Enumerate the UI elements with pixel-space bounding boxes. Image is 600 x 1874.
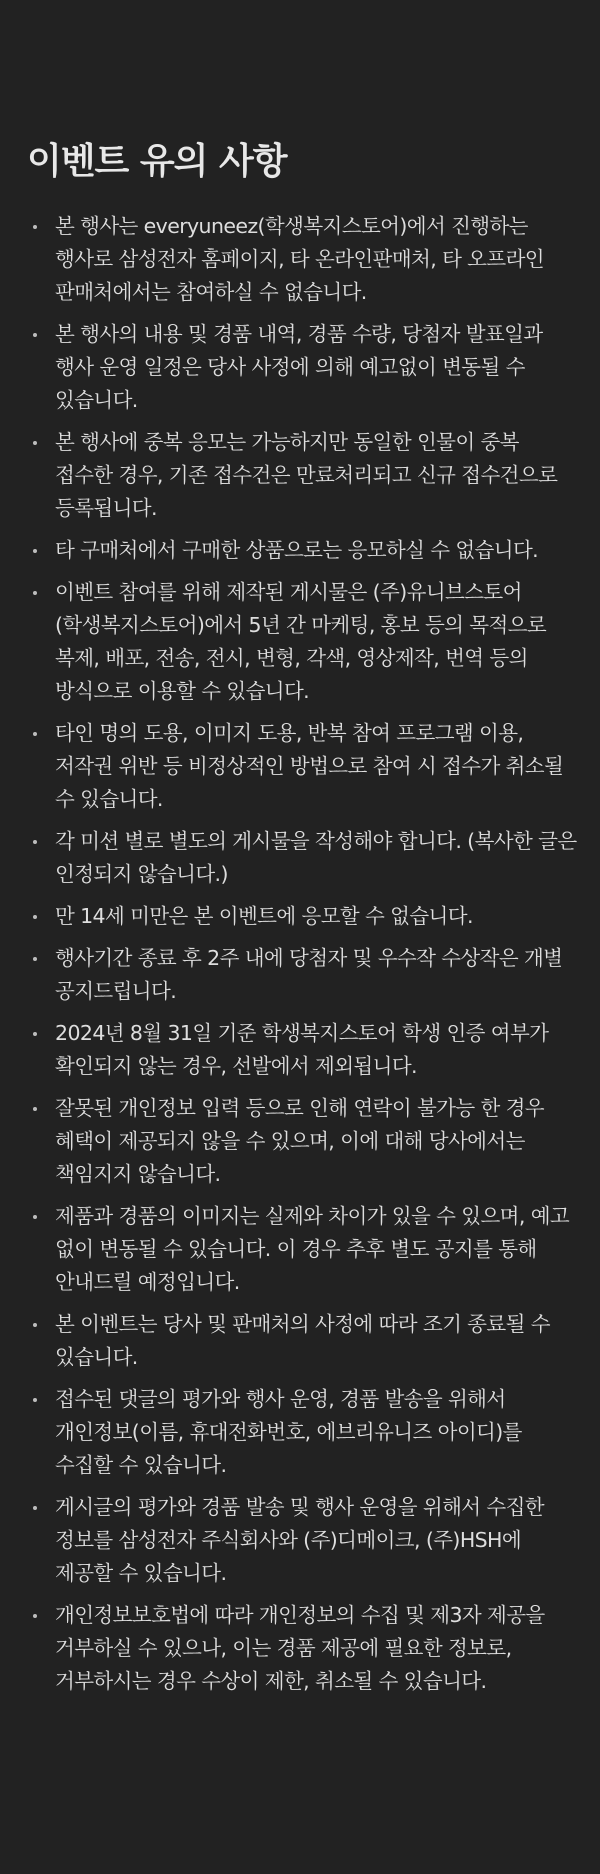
notice-item [27, 1491, 580, 1590]
notice-item-text: 게시글의 평가와 경품 발송 및 행사 운영을 위해서 수집한 정보를 삼성전자 주식회사와 (주)디메이크, (주)HSH에 제공할 수 있습니다. [55, 1495, 544, 1585]
notice-item-text: 접수된 댓글의 평가와 행사 운영, 경품 발송을 위해서 개인정보(이름, 휴대전화번호, 에브리유니즈 아이디)를 수집할 수 있습니다. [55, 1387, 522, 1477]
notice-item [27, 1200, 580, 1299]
notice-item-text: 2024년 8월 31일 기준 학생복지스토어 학생 인증 여부가 확인되지 않는 경우, 선발에서 제외됩니다. [55, 1021, 549, 1078]
notice-item [27, 1308, 580, 1374]
notice-item [27, 426, 580, 525]
notice-item [27, 942, 580, 1008]
bullet-icon [33, 1506, 37, 1510]
notice-item-text: 만 14세 미만은 본 이벤트에 응모할 수 없습니다. [55, 904, 473, 928]
notice-item [27, 1383, 580, 1482]
notice-item [27, 825, 580, 891]
notice-item-text: 각 미션 별로 별도의 게시물을 작성해야 합니다. (복사한 글은 인정되지 않습니다.) [55, 829, 577, 886]
notice-item [27, 717, 580, 816]
bullet-icon [33, 549, 37, 553]
bullet-icon [33, 915, 37, 919]
notice-item [27, 900, 580, 933]
bullet-icon [33, 333, 37, 337]
bullet-icon [33, 441, 37, 445]
section-title: 이벤트 유의 사항 [27, 141, 287, 182]
notice-item-text: 개인정보보호법에 따라 개인정보의 수집 및 제3자 제공을 거부하실 수 있으나, 이는 경품 제공에 필요한 정보로, 거부하시는 경우 수상이 제한, 취소될 수 있습니다. [55, 1603, 545, 1693]
bullet-icon [33, 1215, 37, 1219]
bullet-icon [33, 1614, 37, 1618]
bullet-icon [33, 225, 37, 229]
bullet-icon [33, 957, 37, 961]
notice-item-text: 타인 명의 도용, 이미지 도용, 반복 참여 프로그램 이용, 저작권 위반 등 비정상적인 방법으로 참여 시 접수가 취소될 수 있습니다. [55, 721, 564, 811]
bullet-icon [33, 840, 37, 844]
notice-item-text: 잘못된 개인정보 입력 등으로 인해 연락이 불가능 한 경우 혜택이 제공되지 않을 수 있으며, 이에 대해 당사에서는 책임지지 않습니다. [55, 1096, 544, 1186]
notice-item-text: 본 행사의 내용 및 경품 내역, 경품 수량, 당첨자 발표일과 행사 운영 일정은 당사 사정에 의해 예고없이 변동될 수 있습니다. [55, 322, 543, 412]
notice-item [27, 1017, 580, 1083]
notice-item-text: 본 행사에 중복 응모는 가능하지만 동일한 인물이 중복 접수한 경우, 기존 접수건은 만료처리되고 신규 접수건으로 등록됩니다. [55, 430, 558, 520]
bullet-icon [33, 1398, 37, 1402]
bullet-icon [33, 1323, 37, 1327]
bullet-icon [33, 1107, 37, 1111]
bullet-icon [33, 732, 37, 736]
notice-item [27, 1092, 580, 1191]
notice-item-text: 이벤트 참여를 위해 제작된 게시물은 (주)유니브스토어(학생복지스토어)에서 5년 간 마케팅, 홍보 등의 목적으로 복제, 배포, 전송, 전시, 변형, 각색, 영상제작, 번역 등의 방식으로 이용할 수 있습니다. [55, 580, 547, 703]
notice-item [27, 534, 580, 567]
notice-item-text: 제품과 경품의 이미지는 실제와 차이가 있을 수 있으며, 예고 없이 변동될 수 있습니다. 이 경우 추후 별도 공지를 통해 안내드릴 예정입니다. [55, 1204, 570, 1294]
notice-item-text: 본 이벤트는 당사 및 판매처의 사정에 따라 조기 종료될 수 있습니다. [55, 1312, 550, 1369]
notice-item [27, 318, 580, 417]
notice-item [27, 1599, 580, 1698]
notice-item [27, 210, 580, 309]
bullet-icon [33, 591, 37, 595]
notice-item [27, 576, 580, 708]
notice-item-text: 타 구매처에서 구매한 상품으로는 응모하실 수 없습니다. [55, 538, 539, 562]
notice-item-text: 본 행사는 everyuneez(학생복지스토어)에서 진행하는 행사로 삼성전자 홈페이지, 타 온라인판매처, 타 오프라인 판매처에서는 참여하실 수 없습니다. [55, 214, 544, 304]
bullet-icon [33, 1032, 37, 1036]
notice-list [27, 210, 580, 1698]
notice-item-text: 행사기간 종료 후 2주 내에 당첨자 및 우수작 수상작은 개별 공지드립니다. [55, 946, 563, 1003]
